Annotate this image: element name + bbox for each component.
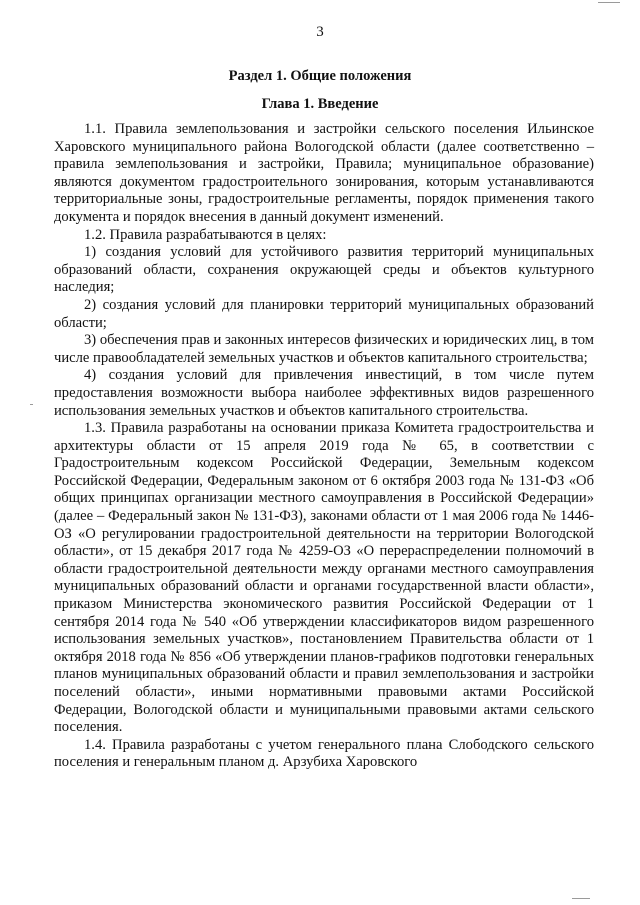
list-item-4: 4) создания условий для привлечения инвестиций, в том числе путем предоставления возможности выбора наиболее эффективных видов разрешенного использования земельных участков и объектов капитального строительства. <box>54 367 594 419</box>
chapter-title: Глава 1. Введение <box>261 96 379 112</box>
list-item-2: 2) создания условий для планировки территорий муниципальных образований области; <box>54 296 594 331</box>
scan-speck-bottom-right <box>572 898 590 899</box>
section-title: Раздел 1. Общие положения <box>228 68 412 84</box>
paragraph-1-4: 1.4. Правила разработаны с учетом генерального плана Слободского сельского поселения и генеральным планом д. Арзубиха Харовского <box>54 736 594 771</box>
list-item-1: 1) создания условий для устойчивого развития территорий муниципальных образований области, сохранения окружающей среды и объектов культурного наследия; <box>54 244 594 296</box>
paragraph-1-1: 1.1. Правила землепользования и застройки сельского поселения Ильинское Харовского муниципального района Вологодской области (далее соответственно – правила землепользования и застройки, Правила; муниципальное образование) являются документом градостроительного зонирования, которым устанавливаются территориальные зоны, градостроительные регламенты, порядок применения такого документа и порядок внесения в данный документ изменений. <box>54 121 594 225</box>
scan-speck-top-right <box>598 2 620 3</box>
scan-speck-left <box>30 404 33 405</box>
document-body <box>54 121 594 772</box>
page-number: 3 <box>316 24 324 40</box>
list-item-3: 3) обеспечения прав и законных интересов физических и юридических лиц, в том числе правообладателей земельных участков и объектов капитального строительства; <box>54 332 594 366</box>
paragraph-1-3: 1.3. Правила разработаны на основании приказа Комитета градостроительства и архитектуры области от 15 апреля 2019 года № 65, в соответствии с Градостроительным кодексом Российской Федерации, Земельным кодексом Российской Федерации, Федеральным законом от 6 октября 2003 года № 131-ФЗ «Об общих принципах организации местного самоуправления в Российской Федерации» (далее – Федеральный закон № 131-ФЗ), законами области от 1 мая 2006 года № 1446-ОЗ «О регулировании градостроительной деятельности на территории Вологодской области», от 15 декабря 2017 года № 4259-ОЗ «О перераспределении полномочий в области градостроительной деятельности между органами местного самоуправления муниципальных образований области и органами государственной власти области», приказом Министерства экономического развития Российской Федерации от 1 сентября 2014 года № 540 «Об утверждении классификаторов видом разрешенного использования земельных участков», постановлением Правительства области от 1 октября 2018 года № 856 «Об утверждении планов-графиков подготовки генеральных планов муниципальных образований области и правил землепользования и застройки поселений области», иными нормативными правовыми актами Российской Федерации, Вологодской области и муниципальными правовыми актами сельского поселения. <box>54 420 594 736</box>
paragraph-1-2: 1.2. Правила разрабатываются в целях: <box>84 226 327 243</box>
